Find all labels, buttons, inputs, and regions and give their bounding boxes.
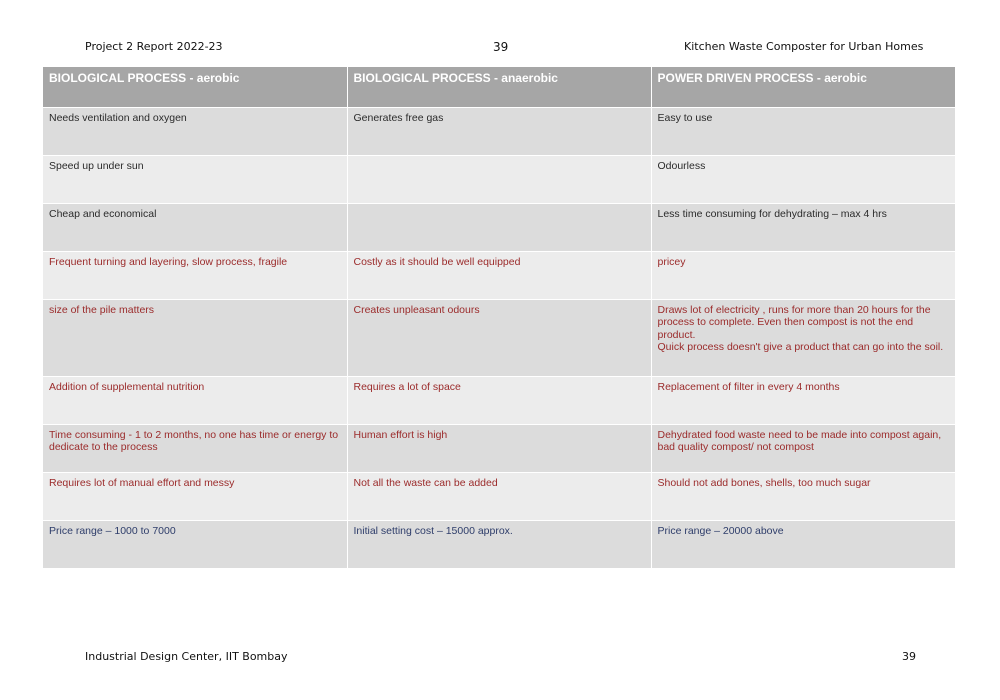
table-cell: Not all the waste can be added [347,472,651,520]
column-header-aerobic: BIOLOGICAL PROCESS - aerobic [43,67,347,107]
table-row [43,107,955,155]
cell-text-quick-process: Quick process doesn't give a product that can go into the soil. [657,341,944,353]
table-cell: Needs ventilation and oxygen [43,107,347,155]
table-cell: size of the pile matters [43,299,347,376]
table-row [43,203,955,251]
column-header-power-driven: POWER DRIVEN PROCESS - aerobic [651,67,955,107]
table-cell: Less time consuming for dehydrating – max 4 hrs [651,203,955,251]
table-row [43,424,955,472]
table-cell [651,299,955,376]
table-cell: Creates unpleasant odours [347,299,651,376]
table-cell: pricey [651,251,955,299]
table-cell: Cheap and economical [43,203,347,251]
table-cell: Requires lot of manual effort and messy [43,472,347,520]
table-cell: Initial setting cost – 15000 approx. [347,520,651,568]
table-row [43,376,955,424]
table-cell: Time consuming - 1 to 2 months, no one has time or energy to dedicate to the process [43,424,347,472]
table-row [43,520,955,568]
column-header-anaerobic: BIOLOGICAL PROCESS - anaerobic [347,67,651,107]
table-cell: Should not add bones, shells, too much sugar [651,472,955,520]
footer-institution: Industrial Design Center, IIT Bombay [85,650,288,663]
comparison-table [43,67,955,568]
table-cell [347,203,651,251]
table-cell [347,155,651,203]
table-cell: Dehydrated food waste need to be made into compost again, bad quality compost/ not compost [651,424,955,472]
table-cell: Frequent turning and layering, slow process, fragile [43,251,347,299]
table-cell: Replacement of filter in every 4 months [651,376,955,424]
footer-page-number: 39 [902,650,916,663]
table-cell: Costly as it should be well equipped [347,251,651,299]
table-row [43,155,955,203]
table-cell: Addition of supplemental nutrition [43,376,347,424]
header-report-title: Project 2 Report 2022-23 [85,40,223,53]
table-cell: Price range – 1000 to 7000 [43,520,347,568]
table-cell: Human effort is high [347,424,651,472]
table-row [43,299,955,376]
table-cell: Easy to use [651,107,955,155]
table-row [43,472,955,520]
cell-text-electricity: Draws lot of electricity , runs for more than 20 hours for the process to complete. Even then compost is not the end product. [657,303,931,341]
table-cell: Price range – 20000 above [651,520,955,568]
table-row [43,251,955,299]
header-page-number: 39 [493,40,509,54]
table-cell: Requires a lot of space [347,376,651,424]
table-header-row [43,67,955,107]
table-cell: Speed up under sun [43,155,347,203]
table-cell: Odourless [651,155,955,203]
header-project-title: Kitchen Waste Composter for Urban Homes [684,40,924,53]
table-cell: Generates free gas [347,107,651,155]
